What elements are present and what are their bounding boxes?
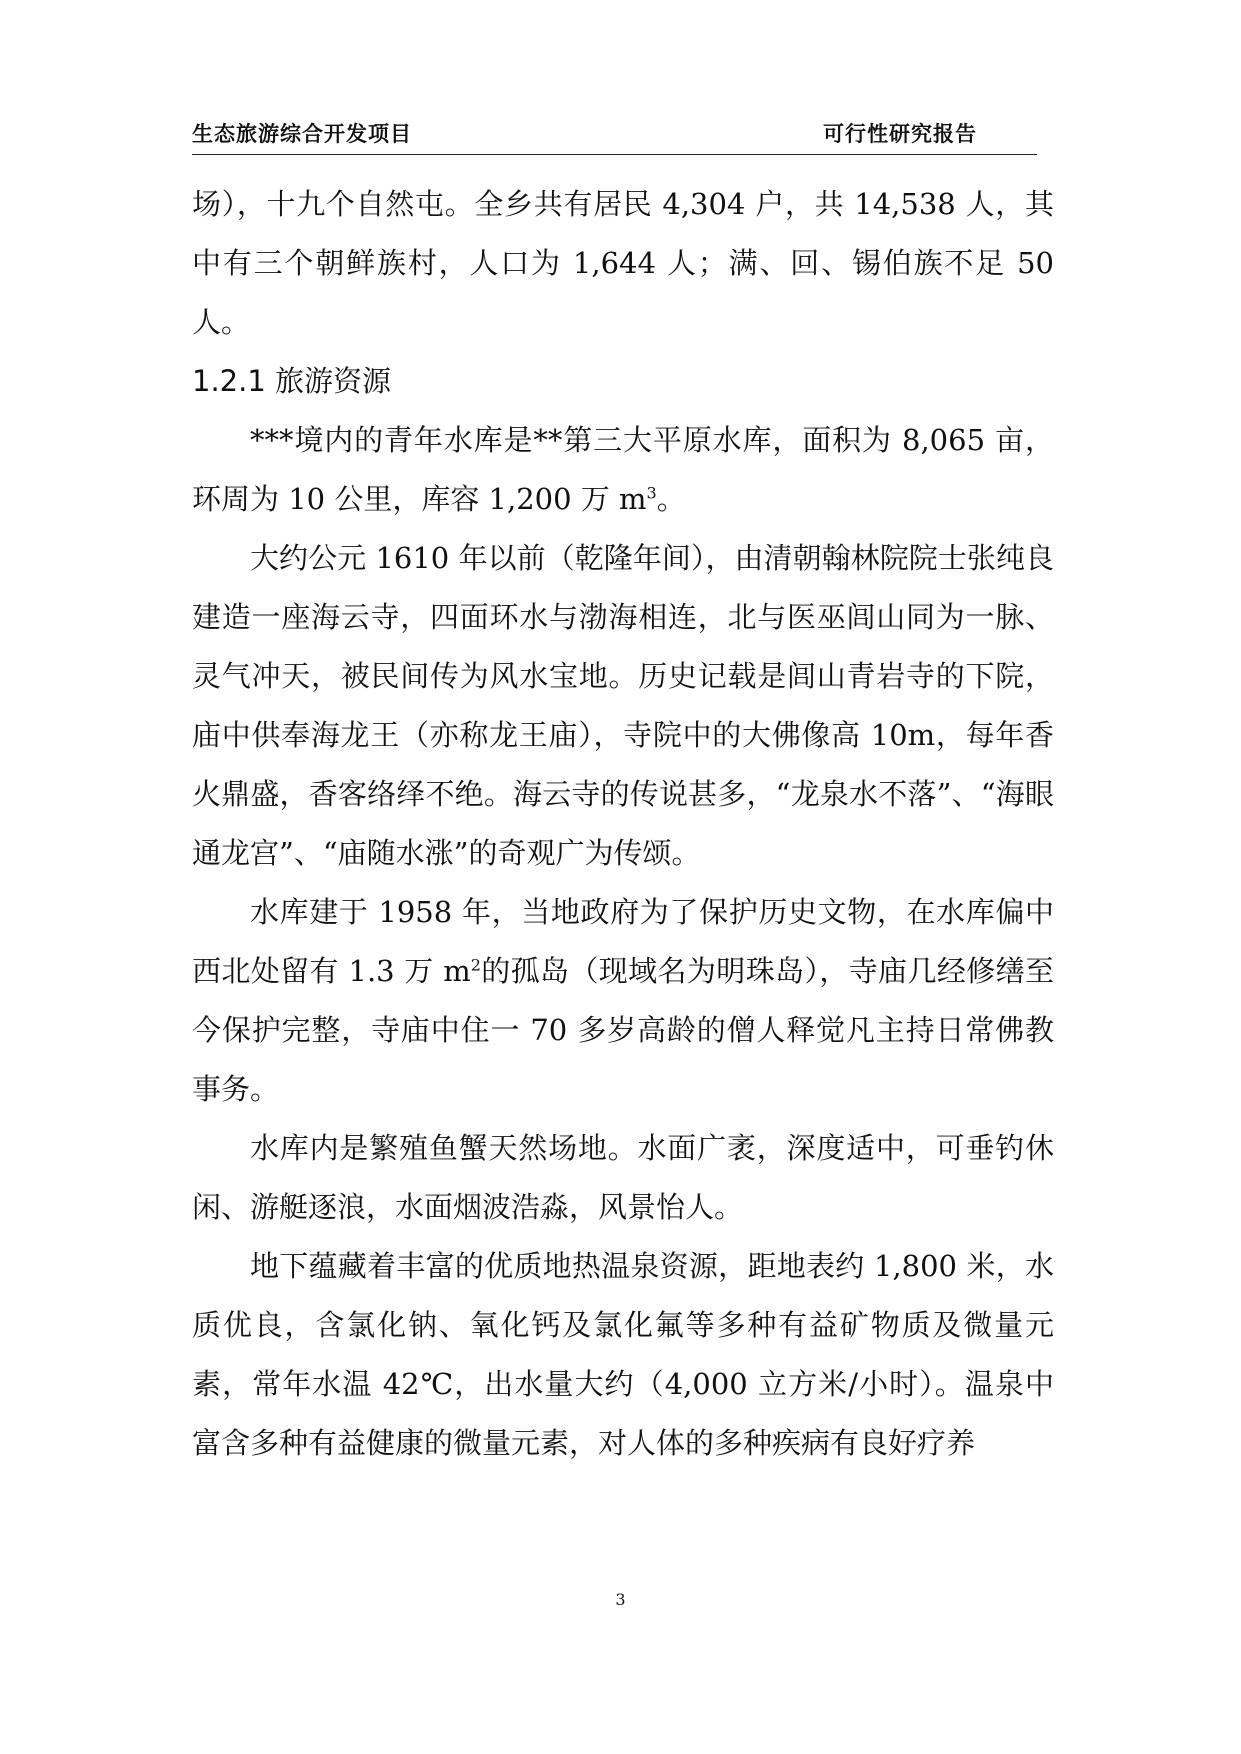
page-header xyxy=(192,118,1037,155)
paragraph-island-text: 水库建于 1958 年，当地政府为了保护历史文物，在水库偏中西北处留有 1.3 万 m xyxy=(192,895,1054,988)
superscript-cubed: 3 xyxy=(646,483,657,503)
header-report-type: 可行性研究报告 xyxy=(823,122,977,146)
paragraph-temple-history: 大约公元 1610 年以前（乾隆年间），由清朝翰林院院士张纯良建造一座海云寺，四面环水与渤海相连，北与医巫闾山同为一脉、灵气冲天，被民间传为风水宝地。历史记载是闾山青岩寺的下院，庙中供奉海龙王（亦称龙王庙），寺院中的大佛像高 10m，每年香火鼎盛，香客络绎不绝。海云寺的传说甚多，“龙泉水不落”、“海眼通龙宫”、“庙随水涨”的奇观广为传颂。 xyxy=(192,541,1054,870)
paragraph-hot-spring: 地下蕴藏着丰富的优质地热温泉资源，距地表约 1,800 米，水质优良，含氯化钠、氧化钙及氯化氟等多种有益矿物质及微量元素，常年水温 42℃，出水量大约（4,000 立方米/小时）。温泉中富含多种有益健康的微量元素，对人体的多种疾病有良好疗养 xyxy=(192,1249,1054,1460)
paragraph-reservoir-end: 。 xyxy=(656,482,686,516)
header-project-title: 生态旅游综合开发项目 xyxy=(192,122,412,146)
superscript-squared: 2 xyxy=(470,955,481,975)
paragraph-island-end: 的孤岛（现域名为明珠岛），寺庙几经修缮至今保护完整，寺庙中住一 70 多岁高龄的僧人释觉凡主持日常佛教事务。 xyxy=(192,954,1054,1106)
paragraph-reservoir-text: ***境内的青年水库是**第三大平原水库，面积为 8,065 亩，环周为 10 公里，库容 1,200 万 m xyxy=(192,423,1054,516)
paragraph-population: 场），十九个自然屯。全乡共有居民 4,304 户，共 14,538 人，其中有三个朝鲜族村，人口为 1,644 人；满、回、锡伯族不足 50 人。 xyxy=(192,187,1054,339)
section-heading: 1.2.1 旅游资源 xyxy=(192,364,392,398)
paragraph-fishing: 水库内是繁殖鱼蟹天然场地。水面广袤，深度适中，可垂钓休闲、游艇逐浪，水面烟波浩淼，风景怡人。 xyxy=(192,1131,1054,1224)
paragraph-reservoir xyxy=(192,411,1054,529)
page-number: 3 xyxy=(615,1590,626,1609)
paragraph-island xyxy=(192,883,1054,1119)
page-body xyxy=(192,175,1054,1473)
